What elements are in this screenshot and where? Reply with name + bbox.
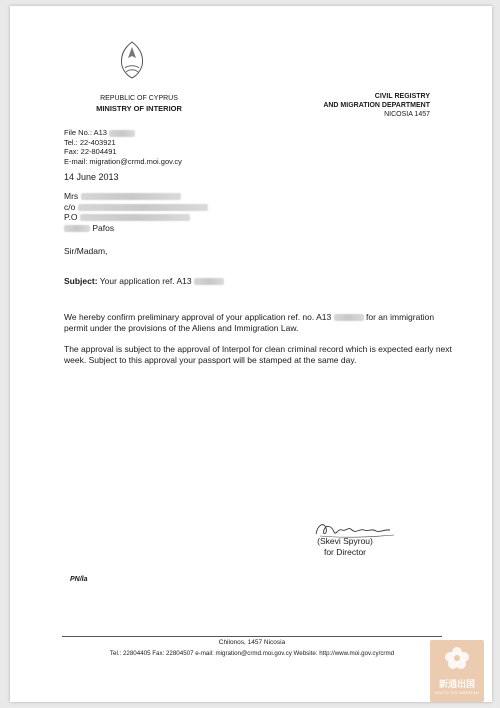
subject-text: Your application ref. A13 [99, 276, 192, 286]
fax: Fax: 22-804491 [64, 147, 117, 156]
letter-page [10, 6, 492, 702]
reference-block [64, 128, 182, 166]
address-line2: c/o [64, 201, 76, 212]
redaction [81, 193, 181, 200]
reference-initials: PN/la [70, 576, 88, 583]
ministry-header [84, 94, 194, 114]
department-line2: AND MIGRATION DEPARTMENT [323, 102, 430, 109]
redaction [78, 204, 208, 211]
address-line4: Pafos [92, 222, 115, 233]
file-number: File No.: A13 [64, 128, 107, 137]
telephone: Tel.: 22-403921 [64, 137, 116, 147]
redaction [109, 130, 135, 137]
address-line1: Mrs [64, 191, 79, 201]
redaction [80, 214, 190, 221]
redaction [64, 225, 90, 232]
paragraph-1-part2: for an immigration permit under the provisions of the Aliens and Immigration Law. [64, 312, 435, 333]
watermark-en-text: XINTO GO ABROAD [434, 690, 480, 695]
footer-address: Chilonos, 1457 Nicosia [218, 639, 286, 646]
paragraph-1 [64, 312, 454, 334]
paragraph-1-part1: We hereby confirm preliminary approval of your application ref. no. A13 [64, 312, 332, 322]
salutation: Sir/Madam, [64, 246, 108, 256]
signatory-role: for Director [323, 546, 367, 557]
department-header [310, 92, 430, 119]
footer-contacts: Tel.: 22804405 Fax: 22804507 e-mail: migration@crmd.moi.gov.cy Website: http://www.moi.gov.cy/crmd [109, 650, 395, 657]
country-name: REPUBLIC OF CYPRUS [100, 95, 178, 102]
coat-of-arms-icon [114, 38, 150, 82]
watermark-cn-text: 新通出国 [438, 679, 475, 689]
watermark-badge [430, 640, 484, 702]
redaction [194, 278, 224, 285]
signature-block [300, 536, 390, 557]
recipient-address [64, 191, 208, 233]
letter-date: 14 June 2013 [64, 172, 119, 182]
redaction [334, 314, 364, 321]
signatory-name: (Skevi Spyrou) [317, 536, 373, 546]
subject-label: Subject: [64, 276, 98, 286]
subject-line [64, 276, 224, 286]
ministry-name: MINISTRY OF INTERIOR [96, 104, 182, 113]
paragraph-2: The approval is subject to the approval of Interpol for clean criminal record which is expected early next week. Subject to this approval your passport will be stamped at the same day. [64, 344, 452, 365]
department-city: NICOSIA 1457 [384, 111, 430, 118]
footer-divider [62, 636, 442, 637]
department-line1: CIVIL REGISTRY [374, 93, 430, 100]
flower-logo-icon [444, 646, 470, 670]
email: E-mail: migration@crmd.moi.gov.cy [64, 156, 182, 166]
address-line3: P.O [64, 212, 78, 222]
